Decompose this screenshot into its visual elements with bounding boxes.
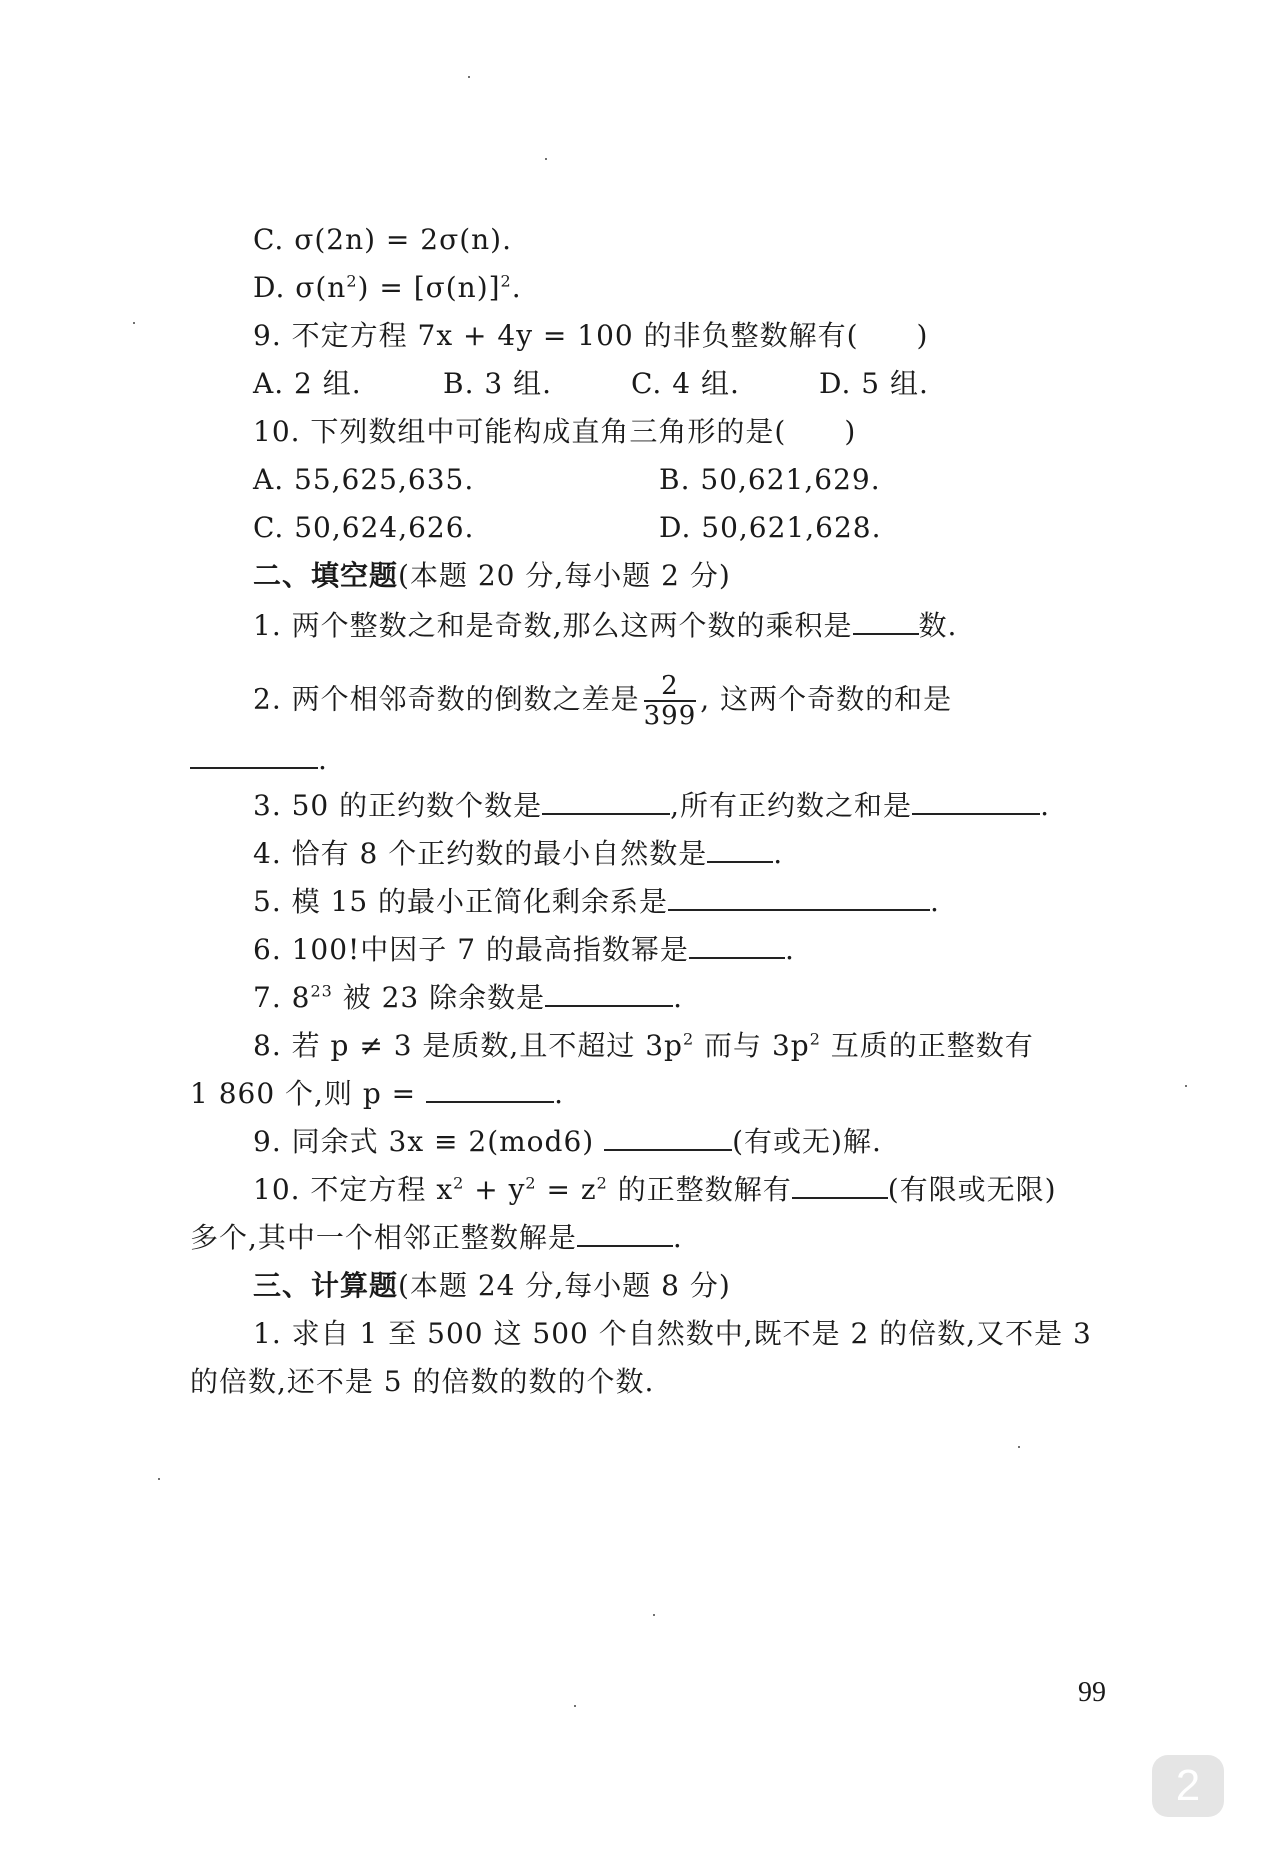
fill-question-2-cont [190,740,328,780]
option-d-text: ) = [σ(n)] [357,271,501,304]
question-text: . [673,981,684,1014]
question-10-options-row2 [253,508,881,548]
fill-question-10-cont [190,1218,683,1258]
fill-question-4 [253,834,783,874]
option-d-text: D. σ(n [253,271,347,304]
answer-blank[interactable] [577,1219,673,1247]
question-9 [253,316,928,356]
page-number: 99 [1078,1677,1106,1708]
option-c-text: C. σ(2n) = 2σ(n). [253,223,513,256]
fill-question-2 [253,672,952,730]
fraction-numerator: 2 [644,672,697,702]
question-9-options [253,364,1013,404]
answer-blank[interactable] [190,741,318,769]
answer-blank[interactable] [668,883,930,911]
question-text: 9. 同余式 3x ≡ 2(mod6) [253,1125,595,1158]
question-text: . [554,1077,564,1110]
question-text: (有限或无限) [887,1173,1057,1206]
answer-blank[interactable] [707,835,773,863]
question-text: . [784,933,795,966]
question-text: 8. 若 p ≠ 3 是质数,且不超过 3p [253,1029,683,1062]
option-c: C. 50,624,626. [253,511,475,544]
question-text: 9. 不定方程 7x + 4y = 100 的非负整数解有( ) [253,319,929,352]
section-title: 三、计算题 [253,1269,399,1302]
option-d-text: . [511,271,522,304]
scan-speck [158,1478,160,1480]
answer-blank[interactable] [604,1123,732,1151]
fill-question-6 [253,930,795,970]
fill-question-5 [253,882,940,922]
answer-blank[interactable] [542,787,670,815]
question-text: 1. 两个整数之和是奇数,那么这两个数的乘积是 [253,609,853,642]
question-10-options-row1 [253,460,881,500]
question-text: ,所有正约数之和是 [670,789,913,822]
section-subtitle: (本题 24 分,每小题 8 分) [398,1269,731,1302]
question-text: 互质的正整数有 [820,1029,1034,1062]
question-text: 的正整数解有 [607,1173,792,1206]
superscript: 2 [682,1029,695,1049]
answer-blank[interactable] [689,931,785,959]
question-text: 6. 100!中因子 7 的最高指数幂是 [253,933,689,966]
option-b: B. 3 组. [443,367,552,400]
question-text: . [930,885,940,918]
option-d-line [253,268,522,308]
question-text: 1 860 个,则 p = [190,1077,417,1110]
fill-question-3 [253,786,1050,826]
question-text: , 这两个奇数的和是 [700,682,953,716]
superscript: 23 [310,981,333,1001]
section-heading-fill [253,556,731,596]
question-text: + y [464,1173,526,1206]
answer-blank[interactable] [912,787,1040,815]
question-10 [253,412,856,452]
question-text: 5. 模 15 的最小正简化剩余系是 [253,885,669,918]
question-text: 多个,其中一个相邻正整数解是 [190,1221,577,1254]
calc-question-1-cont [190,1362,654,1402]
question-text: = z [536,1173,597,1206]
scan-speck [545,158,547,160]
superscript: 2 [596,1173,608,1193]
fraction [644,672,697,730]
fill-question-7 [253,978,683,1018]
question-text: . [318,743,328,776]
superscript: 2 [500,271,512,291]
question-text: 7. 8 [253,981,311,1014]
answer-blank[interactable] [545,979,673,1007]
scan-speck [653,1614,655,1616]
fill-question-1 [253,606,957,646]
question-text: 数. [918,609,958,642]
option-c: C. 4 组. [631,367,740,400]
question-text: 4. 恰有 8 个正约数的最小自然数是 [253,837,708,870]
option-d: D. 5 组. [819,367,929,400]
question-text: . [773,837,784,870]
question-text: (有或无)解. [732,1125,882,1158]
section-title: 二、填空题 [253,559,399,592]
option-c-line [253,220,512,260]
fill-question-10 [253,1170,1057,1210]
scan-speck [1185,1085,1187,1087]
superscript: 2 [346,271,358,291]
question-text: 而与 3p [694,1029,810,1062]
question-text: . [1040,789,1050,822]
question-text: 被 23 除余数是 [332,981,546,1014]
scan-speck [574,1705,576,1707]
scan-speck [133,322,135,324]
question-text: 的倍数,还不是 5 的倍数的数的个数. [190,1365,655,1398]
question-text: 1. 求自 1 至 500 这 500 个自然数中,既不是 2 的倍数,又不是 3 [253,1317,1092,1350]
fill-question-9 [253,1122,882,1162]
fill-question-8-cont [190,1074,564,1114]
question-text: 3. 50 的正约数个数是 [253,789,543,822]
superscript: 2 [453,1173,465,1193]
option-d: D. 50,621,628. [659,511,882,544]
option-a: A. 2 组. [253,367,362,400]
calc-question-1 [253,1314,1092,1354]
scan-speck [468,76,470,78]
superscript: 2 [809,1029,821,1049]
section-subtitle: (本题 20 分,每小题 2 分) [398,559,731,592]
answer-blank[interactable] [853,607,919,635]
page-badge[interactable]: 2 [1152,1755,1224,1817]
option-b: B. 50,621,629. [659,463,881,496]
fraction-denominator: 399 [643,701,697,731]
fill-question-8 [253,1026,1034,1066]
scan-speck [1018,1446,1020,1448]
question-text: 10. 下列数组中可能构成直角三角形的是( ) [253,415,857,448]
answer-blank[interactable] [426,1075,554,1103]
option-a: A. 55,625,635. [253,463,475,496]
section-heading-calc [253,1266,731,1306]
question-text: . [672,1221,683,1254]
question-text: 10. 不定方程 x [253,1173,454,1206]
superscript: 2 [525,1173,537,1193]
answer-blank[interactable] [792,1171,888,1199]
question-text: 2. 两个相邻奇数的倒数之差是 [253,682,640,716]
